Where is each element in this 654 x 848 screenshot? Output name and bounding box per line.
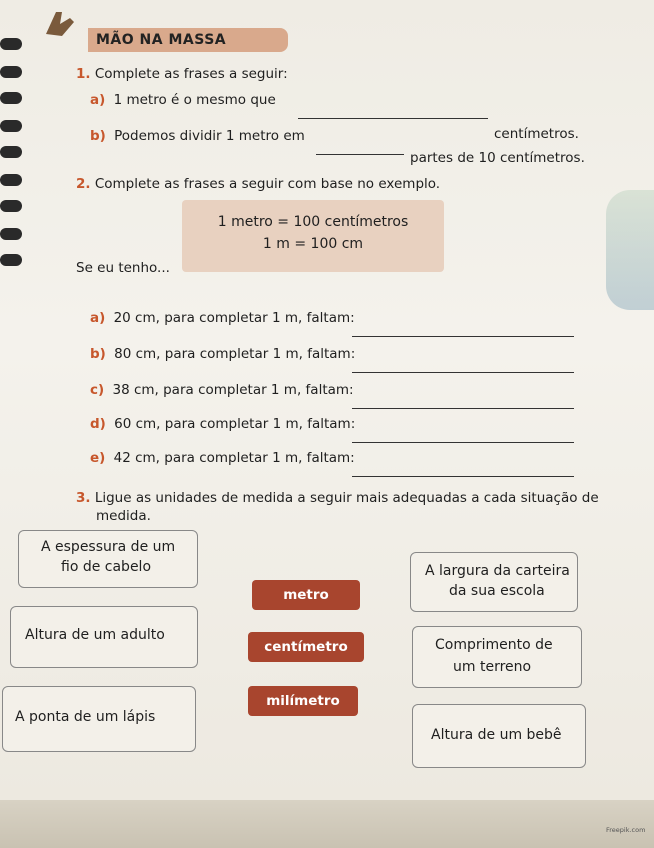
q1-item-b bbox=[90, 128, 305, 144]
item-letter: d) bbox=[90, 416, 106, 432]
item-text: 1 metro é o mesmo que bbox=[113, 92, 276, 108]
box-label-line2: um terreno bbox=[453, 659, 532, 675]
q2-heading bbox=[76, 176, 440, 192]
box-label-line1: A largura da carteira bbox=[425, 563, 570, 579]
q2-intro: Se eu tenho... bbox=[76, 260, 170, 276]
box-label-line1: A ponta de um lápis bbox=[15, 709, 156, 725]
left-situation-box-1[interactable] bbox=[18, 530, 198, 588]
hand-icon bbox=[36, 4, 86, 44]
item-letter: a) bbox=[90, 310, 106, 326]
item-text: 20 cm, para completar 1 m, faltam: bbox=[113, 310, 355, 326]
item-letter: c) bbox=[90, 382, 105, 398]
q3-prompt-line1: Ligue as unidades de medida a seguir mais adequadas a cada situação de bbox=[94, 490, 599, 506]
answer-blank-q1b[interactable] bbox=[316, 154, 404, 155]
q2-item-a bbox=[90, 310, 355, 326]
page-bottom-edge bbox=[0, 800, 654, 848]
item-letter: e) bbox=[90, 450, 106, 466]
item-text: 38 cm, para completar 1 m, faltam: bbox=[112, 382, 354, 398]
answer-blank-q2c[interactable] bbox=[352, 408, 574, 409]
q3-heading bbox=[76, 490, 599, 506]
right-situation-box-3[interactable] bbox=[412, 704, 586, 768]
box-label-line1: Altura de um bebê bbox=[431, 727, 562, 743]
item-suffix: centímetros. bbox=[494, 126, 579, 142]
example-line-1: 1 metro = 100 centímetros bbox=[217, 214, 409, 230]
box-label-line1: A espessura de um bbox=[41, 539, 176, 555]
q1-prompt: Complete as frases a seguir: bbox=[94, 66, 288, 82]
item-text: Podemos dividir 1 metro em bbox=[114, 128, 305, 144]
unit-metro[interactable]: metro bbox=[252, 580, 360, 610]
example-line-2: 1 m = 100 cm bbox=[262, 236, 364, 252]
answer-blank-q2a[interactable] bbox=[352, 336, 574, 337]
q2-item-b bbox=[90, 346, 355, 362]
item-text: 42 cm, para completar 1 m, faltam: bbox=[113, 450, 355, 466]
right-situation-box-1[interactable] bbox=[410, 552, 578, 612]
section-title: MÃO NA MASSA bbox=[96, 32, 227, 48]
right-situation-box-2[interactable] bbox=[412, 626, 582, 688]
answer-blank-q1a[interactable] bbox=[298, 118, 488, 119]
box-label-line2: da sua escola bbox=[449, 583, 545, 599]
q3-prompt-line2: medida. bbox=[96, 508, 151, 524]
q2-item-d bbox=[90, 416, 355, 432]
left-situation-box-3[interactable] bbox=[2, 686, 196, 752]
image-credit: Freepik.com bbox=[606, 826, 646, 834]
answer-blank-q2d[interactable] bbox=[352, 442, 574, 443]
item-text: 80 cm, para completar 1 m, faltam: bbox=[114, 346, 356, 362]
answer-blank-q2b[interactable] bbox=[352, 372, 574, 373]
q2-item-e bbox=[90, 450, 355, 466]
item-suffix: partes de 10 centímetros. bbox=[410, 150, 585, 166]
item-text: 60 cm, para completar 1 m, faltam: bbox=[114, 416, 356, 432]
unit-centimetro[interactable]: centímetro bbox=[248, 632, 364, 662]
box-label-line2: fio de cabelo bbox=[61, 559, 152, 575]
left-situation-box-2[interactable] bbox=[10, 606, 198, 668]
q2-prompt: Complete as frases a seguir com base no exemplo. bbox=[94, 176, 441, 192]
q2-item-c bbox=[90, 382, 354, 398]
unit-milimetro[interactable]: milímetro bbox=[248, 686, 358, 716]
box-label-line1: Comprimento de bbox=[435, 637, 553, 653]
box-label-line1: Altura de um adulto bbox=[25, 627, 165, 643]
q3-number: 3. bbox=[76, 490, 91, 506]
q1-number: 1. bbox=[76, 66, 91, 82]
item-letter: b) bbox=[90, 346, 106, 362]
answer-blank-q2e[interactable] bbox=[352, 476, 574, 477]
item-letter: a) bbox=[90, 92, 106, 108]
q2-number: 2. bbox=[76, 176, 91, 192]
q1-item-a bbox=[90, 92, 276, 108]
example-box bbox=[182, 200, 444, 272]
decorative-image bbox=[606, 190, 654, 310]
item-letter: b) bbox=[90, 128, 106, 144]
q1-heading bbox=[76, 66, 288, 82]
